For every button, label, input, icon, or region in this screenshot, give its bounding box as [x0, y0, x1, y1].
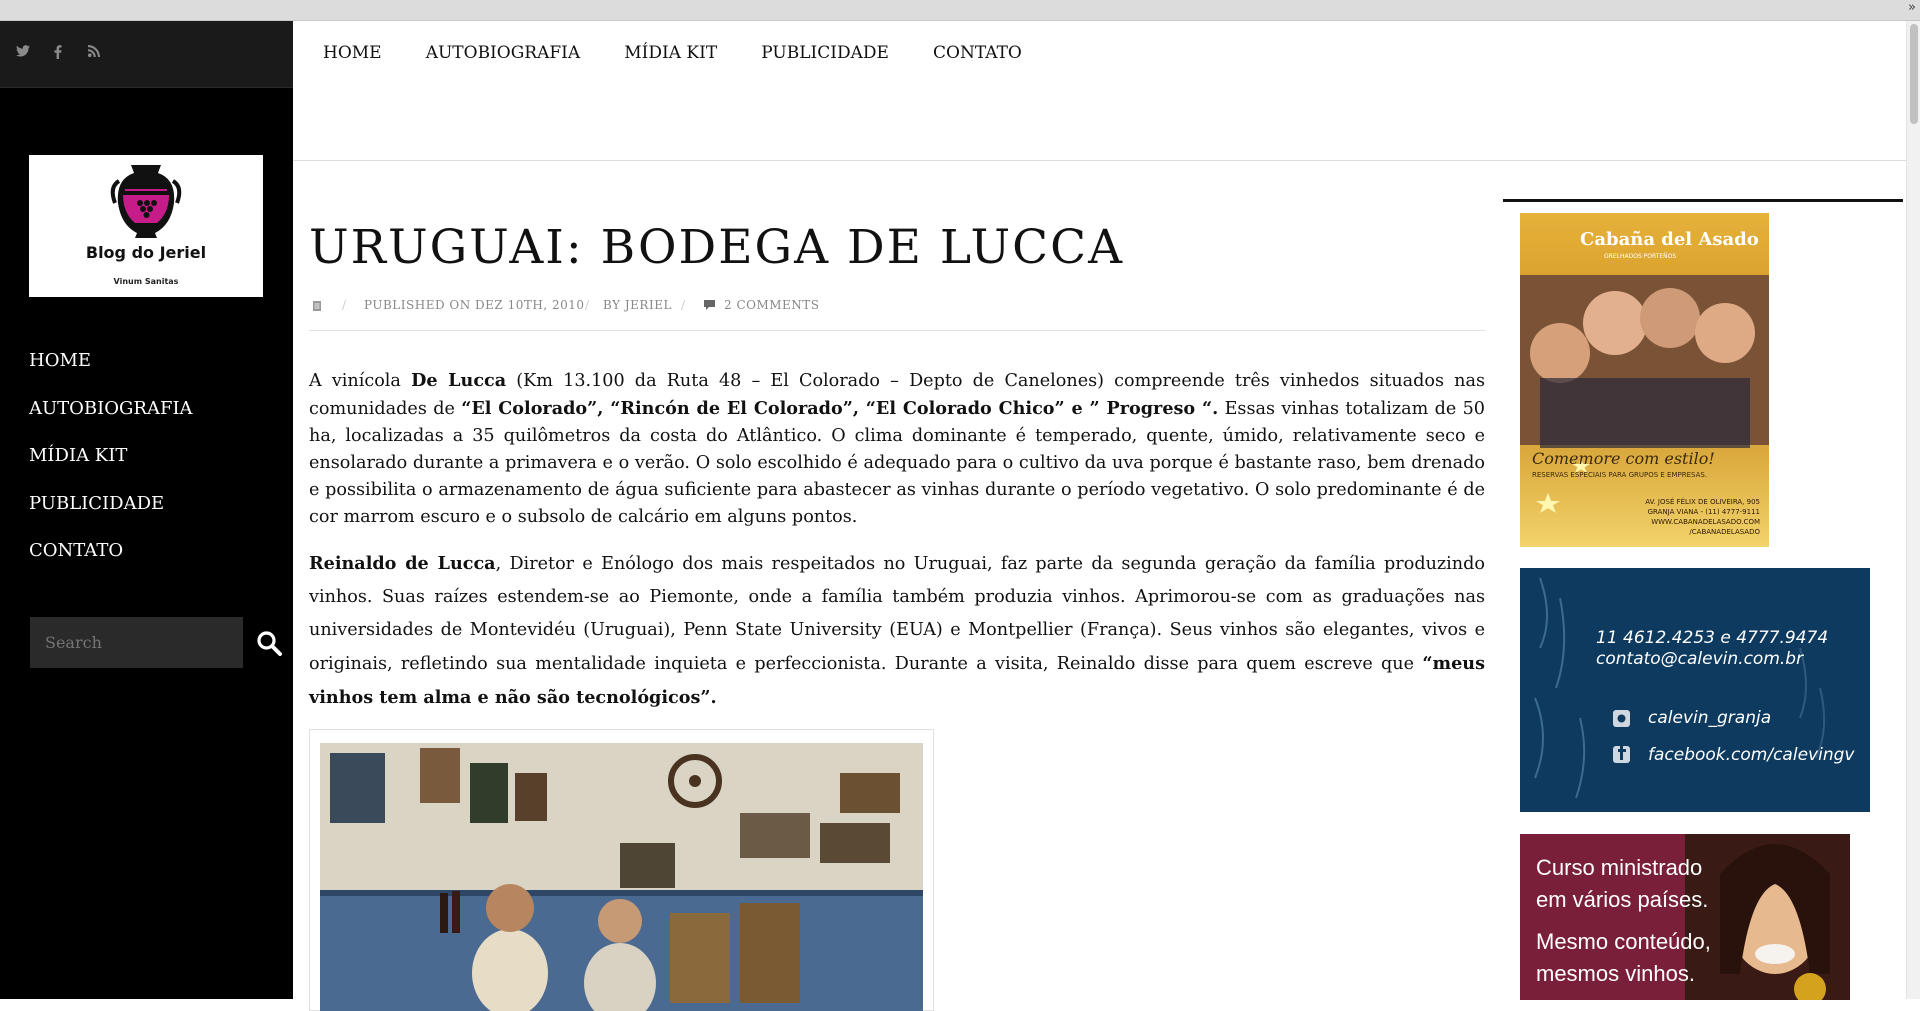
- social-bar: [0, 21, 293, 88]
- top-nav-home[interactable]: HOME: [323, 43, 382, 63]
- post-paragraph-1: [309, 367, 1485, 531]
- facebook-icon[interactable]: [54, 45, 62, 63]
- post-date: PUBLISHED ON DEZ 10TH, 2010: [364, 298, 585, 312]
- ad-line: Mesmo conteúdo,: [1536, 929, 1711, 954]
- ad-tagline: GRELHADOS PORTEÑOS: [1604, 253, 1677, 260]
- text: , Diretor e Enólogo dos mais respeitados no Uruguai, faz parte da segunda geração da família produzindo vinhos. Suas raízes estendem-se ao Piemonte, onde a família também produzia vinhos. Aprimorou-se com as graduações nas universidades de Montevidéu (Uruguai), Penn State University (EUA) e Montpellier (França). Seus vinhos são elegantes, vivos e originais, refletindo sua mentalidade inquieta e perfeccionista. Durante a visita, Reinaldo disse para quem escreve que: [309, 554, 1485, 674]
- quote: “meus vinhos tem alma e não são tecnológicos”.: [309, 653, 1485, 708]
- post-format-icon: [313, 300, 321, 314]
- post-paragraph-2: [309, 547, 1485, 715]
- ad-address: [1620, 497, 1760, 537]
- top-nav-autobiografia[interactable]: AUTOBIOGRAFIA: [425, 43, 581, 63]
- rss-icon[interactable]: [88, 45, 100, 61]
- top-nav: [323, 43, 1061, 63]
- ad-cabana-del-asado[interactable]: [1520, 213, 1769, 547]
- ad-calevin[interactable]: [1520, 568, 1870, 812]
- sidebar-item-autobiografia[interactable]: AUTOBIOGRAFIA: [29, 397, 193, 419]
- post-author[interactable]: BY JERIEL: [603, 298, 672, 312]
- ad-address-line: /CABANADELASADO: [1689, 528, 1760, 536]
- meta-separator: /: [585, 298, 590, 312]
- ad-sub: RESERVAS ESPECIAIS PARA GRUPOS E EMPRESAS.: [1532, 471, 1708, 479]
- meta-separator: /: [681, 298, 686, 312]
- scrollbar-thumb[interactable]: [1910, 24, 1918, 124]
- browser-top-strip: [0, 0, 1920, 21]
- text: A vinícola: [309, 371, 412, 391]
- search-button[interactable]: [244, 617, 293, 668]
- post-meta: [309, 298, 1485, 331]
- ad-phone: 11 4612.4253 e 4777.9474: [1596, 628, 1829, 648]
- search-icon: [256, 630, 282, 656]
- sidebar-nav: [29, 349, 193, 587]
- sidebar-item-publicidade[interactable]: PUBLICIDADE: [29, 492, 165, 514]
- comment-icon: [704, 299, 715, 313]
- post-comments-link[interactable]: 2 COMMENTS: [724, 298, 820, 312]
- ad-brand: Cabaña del Asado: [1580, 229, 1759, 250]
- top-nav-publicidade[interactable]: PUBLICIDADE: [761, 43, 889, 63]
- twitter-icon[interactable]: [16, 45, 30, 61]
- amphora-icon: [109, 161, 183, 239]
- communities: “El Colorado”, “Rincón de El Colorado”, “El Colorado Chico” e ” Progreso “.: [461, 398, 1219, 419]
- left-sidebar: [0, 21, 293, 999]
- ad-email: contato@calevin.com.br: [1596, 649, 1804, 669]
- restaurant-photo: [320, 743, 923, 1011]
- ad-wine-course[interactable]: [1520, 834, 1850, 1000]
- search-input[interactable]: [30, 617, 243, 668]
- top-nav-midia-kit[interactable]: MÍDIA KIT: [624, 43, 718, 63]
- sidebar-item-midia-kit[interactable]: MÍDIA KIT: [29, 445, 128, 466]
- sidebar-item-contato[interactable]: CONTATO: [29, 540, 124, 561]
- ad-address-line: AV. JOSÉ FÉLIX DE OLIVEIRA, 905: [1645, 498, 1760, 506]
- logo-title: Blog do Jeriel: [85, 243, 207, 262]
- top-nav-bar: [293, 21, 1906, 161]
- overflow-chevron-icon[interactable]: »: [1908, 0, 1916, 15]
- post-photo[interactable]: [309, 729, 934, 1011]
- site-logo[interactable]: [29, 155, 263, 297]
- ad-line: mesmos vinhos.: [1536, 961, 1695, 986]
- page-scrollbar[interactable]: [1906, 21, 1920, 999]
- ad-facebook: facebook.com/calevingv: [1648, 745, 1855, 765]
- ad-line: em vários países.: [1536, 887, 1709, 912]
- right-sidebar-rule: [1503, 199, 1903, 202]
- text: Essas vinhas totalizam de 50 ha, localizadas a 35 quilômetros da costa do Atlântico. O clima dominante é temperado, quente, úmido, relativamente seco e ensolarado durante a primavera e o verão. O solo escolhido é adequado para o cultivo da uva porque é bastante raso, bem drenado e possibilita o armazenamento de água suficiente para abastecer as vinhas durante o período vegetativo. O solo predominante é de cor marrom escuro e o subsolo de calcário em alguns pontos.: [309, 399, 1486, 527]
- post-title[interactable]: URUGUAI: BODEGA DE LUCCA: [309, 220, 1125, 275]
- text: (Km 13.100 da Ruta 48 – El Colorado – Depto de Canelones) compreende três vinhedos situados nas comunidades de: [309, 371, 1485, 419]
- top-nav-contato[interactable]: CONTATO: [933, 43, 1022, 63]
- ad-address-line: GRANJA VIANA - (11) 4777-9111: [1647, 508, 1760, 516]
- ad-line: Curso ministrado: [1536, 855, 1703, 880]
- meta-separator: /: [342, 298, 347, 312]
- person-name: Reinaldo de Lucca: [309, 553, 496, 574]
- winery-name: De Lucca: [411, 370, 507, 391]
- sidebar-item-home[interactable]: HOME: [29, 350, 92, 371]
- ad-address-line: WWW.CABANADELASADO.COM: [1651, 518, 1760, 526]
- ad-slogan: Comemore com estilo!: [1532, 449, 1715, 468]
- logo-subtitle: Vinum Sanitas: [113, 277, 179, 286]
- ad-background: [1520, 568, 1870, 812]
- ad-instagram: calevin_granja: [1648, 708, 1772, 728]
- ad-copy: [1536, 852, 1711, 990]
- search-form: [30, 617, 293, 668]
